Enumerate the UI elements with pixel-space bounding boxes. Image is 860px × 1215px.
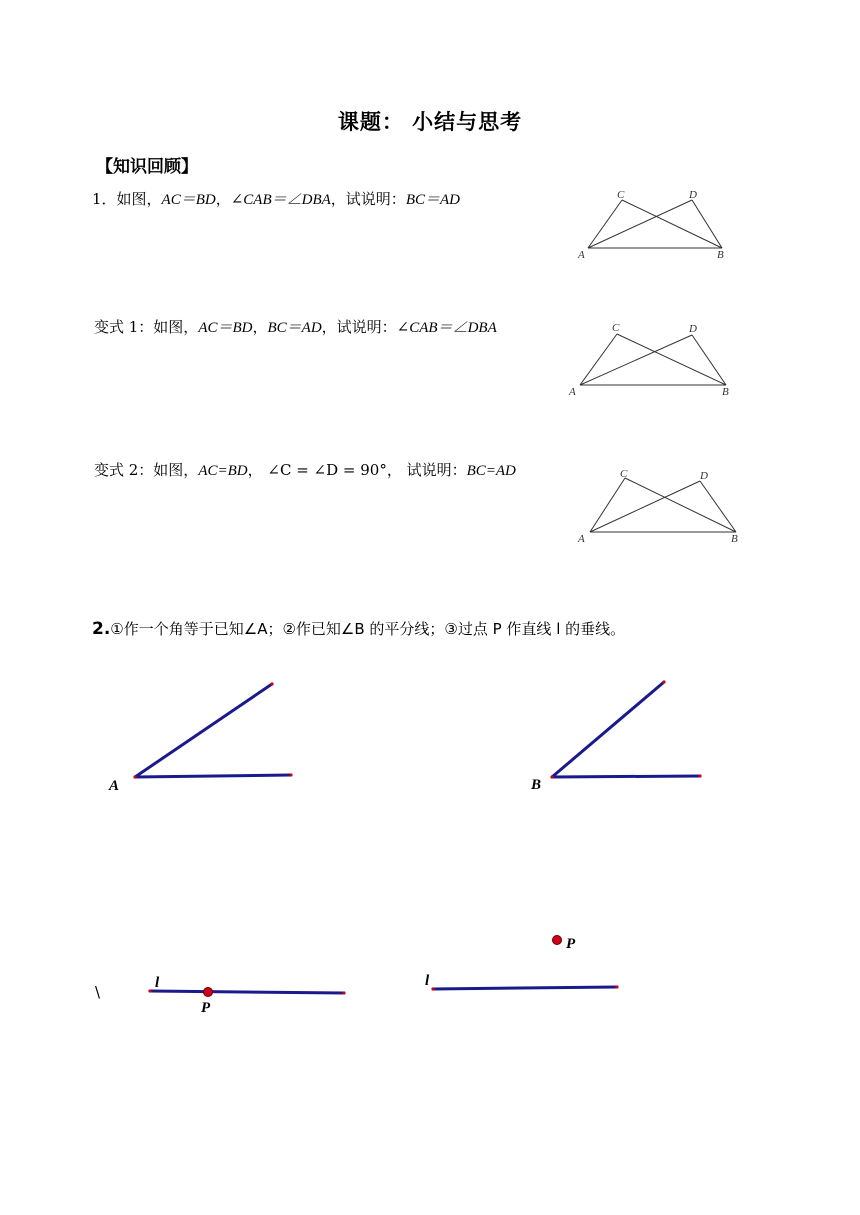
line-l-left-label: l: [155, 975, 160, 991]
figure-3: [590, 478, 736, 532]
stray-mark: \: [95, 983, 101, 1001]
variant-2-prefix: 变式 2：如图，: [94, 461, 199, 479]
problem-1-given-1: AC＝BD: [161, 192, 216, 208]
section-heading: 【知识回顾】: [96, 157, 198, 177]
line-l-with-point-off-line: [431, 936, 618, 991]
problem-2-number: 2.: [92, 619, 111, 639]
page-title: 课题： 小结与思考: [337, 110, 523, 134]
problem-1-sep: ，∠: [215, 190, 244, 208]
variant-1-sep: ，: [252, 318, 268, 336]
variant-2-sep: ， ∠C = ∠D = 90°， 试说明：: [247, 461, 467, 479]
problem-1-given-2: CAB＝∠DBA: [243, 192, 331, 208]
problem-1-goal: BC＝AD: [405, 192, 460, 208]
variant-1-prefix: 变式 1：如图，: [94, 318, 199, 336]
angle-a-ray-upper: [135, 684, 272, 777]
variant-2-given-1: AC=BD: [198, 463, 248, 479]
problem-1-mid: ，试说明：: [330, 190, 406, 208]
fig3-label-d: D: [700, 470, 708, 482]
fig1-label-a: A: [578, 249, 585, 261]
point-p-off-line: [553, 936, 562, 945]
fig1-label-c: C: [617, 189, 625, 201]
line-l-right-label: l: [425, 973, 430, 989]
variant-1-given-2: BC＝AD: [267, 320, 322, 336]
angle-b-ray-lower: [552, 776, 700, 777]
line-l-with-point-on-line: [148, 988, 345, 997]
variant-2-goal: BC=AD: [466, 463, 516, 479]
fig3-label-a: A: [578, 533, 585, 545]
angle-a-figure: [135, 684, 291, 777]
point-p-on-line: [204, 988, 213, 997]
fig2-label-a: A: [569, 386, 576, 398]
fig1-label-b: B: [717, 249, 724, 261]
fig2-label-d: D: [689, 323, 697, 335]
figure-1: [588, 200, 722, 248]
variant-1-given-1: AC＝BD: [198, 320, 253, 336]
angle-b-label: B: [531, 777, 542, 793]
fig3-label-b: B: [731, 533, 738, 545]
angle-a-ray-lower: [135, 775, 291, 777]
fig2-label-c: C: [612, 322, 620, 334]
fig1-label-d: D: [689, 189, 697, 201]
problem-2-text: ①作一个角等于已知∠A；②作已知∠B 的平分线；③过点 P 作直线 l 的垂线。: [110, 620, 626, 638]
variant-1-mid: ，试说明：∠: [321, 318, 410, 336]
figure-2: [580, 334, 726, 385]
problem-1-prefix: 1．如图，: [92, 190, 162, 208]
line-l-right: [433, 987, 617, 989]
variant-1-goal: CAB＝∠DBA: [409, 320, 497, 336]
point-p-off-line-label: P: [566, 936, 576, 952]
fig3-label-c: C: [620, 468, 628, 480]
fig2-label-b: B: [722, 386, 729, 398]
angle-b-ray-upper: [552, 682, 664, 777]
angle-b-figure: [552, 682, 700, 777]
point-p-on-line-label: P: [201, 1000, 211, 1016]
line-l-left: [150, 991, 344, 993]
angle-a-label: A: [109, 778, 120, 794]
